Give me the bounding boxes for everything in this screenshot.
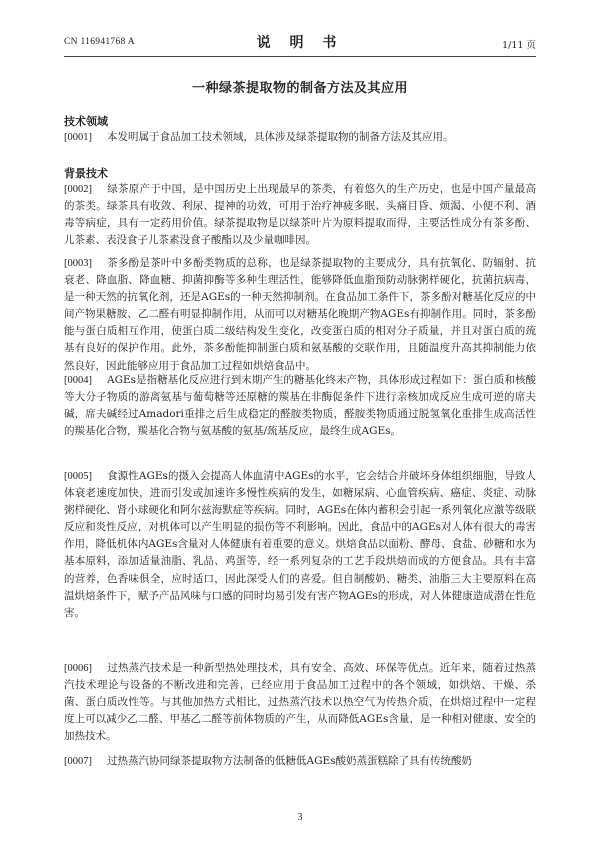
paragraph-text: 茶多酚是茶叶中多酚类物质的总称，也是绿茶提取物的主要成分，具有抗氧化、防辐射、抗衰老、降血脂、降血糖、抑菌抑酶等多种生理活性，能够降低血脂预防动脉粥样硬化，抗菌抗病毒，是一种天然的抗氧化剂，还是AGEs的一种天然抑制剂。在食品加工条件下，茶多酚对糖基化反应的中间产物果糖胺、乙二醛有明显抑制作用，从而可以对糖基化晚期产物AGEs有抑制作用。同时，茶多酚能与蛋白质相互作用，使蛋白质二级结构发生变化，改变蛋白质的相对分子质量，并且对蛋白质的巯基有良好的保护作用。此外，茶多酚能抑制蛋白质和氨基酸的交联作用，且随温度升高其抑制能力依然良好，因此能够应用于食品加工过程如烘焙食品中。 (64, 257, 536, 372)
section-heading-background: 背景技术 (64, 167, 108, 180)
paragraph-text: 过热蒸汽技术是一种新型热处理技术，具有安全、高效、环保等优点。近年来，随着过热蒸汽技术理论与设备的不断改进和完善，已经应用于食品加工过程中的各个领域，如烘焙、干燥、杀菌、蛋白质改性等。与其他加热方式相比，过热蒸汽技术以热空气为传热介质，在烘焙过程中一定程度上可以减少乙二醛、甲基乙二醛等前体物质的产生，从而降低AGEs含量，是一种相对健康、安全的加热技术。 (64, 662, 536, 743)
page-number: 3 (297, 812, 303, 823)
paragraph-text: AGEs是指糖基化反应进行到末期产生的糖基化终末产物，具体形成过程如下：蛋白质和核酸等大分子物质的游离氨基与葡萄糖等还原糖的羰基在非酶促条件下进行亲核加成反应生成可逆的席夫碱，席夫碱经过Amadori重排之后生成稳定的醛胺类物质，醛胺类物质通过脱氢氧化重排生成高活性的羰基化合物，羰基化合物与氨基酸的氨基/巯基反应，最终生成AGEs。 (64, 374, 536, 438)
paragraph-number: [0002] (64, 184, 92, 195)
paragraph-0004 (64, 372, 536, 440)
paragraph-0002 (64, 181, 536, 249)
header-divider (64, 56, 536, 57)
paragraph-0005 (64, 468, 536, 622)
page-indicator: 1/11 页 (502, 40, 536, 51)
paragraph-number: [0007] (64, 756, 92, 767)
paragraph-number: [0001] (64, 132, 92, 143)
paragraph-number: [0004] (64, 375, 92, 386)
paragraph-0001 (64, 129, 536, 146)
paragraph-number: [0003] (64, 258, 92, 269)
paragraph-text: 食源性AGEs的摄入会提高人体血清中AGEs的水平，它会结合并破坏身体组织细胞，导致人体衰老速度加快，进而引发或加速许多慢性疾病的发生，如糖尿病、心血管疾病、癌症、炎症、动脉粥样硬化、肾小球硬化和阿尔兹海默症等疾病。同时，AGEs在体内蓄积会引起一系列氧化应激等级联反应和炎性反应，对机体可以产生明显的损伤等不利影响。因此，食品中的AGEs对人体有很大的毒害作用，降低机体内AGEs含量对人体健康有着重要的意义。烘焙食品以面粉、酵母、食盐、砂糖和水为基本原料，添加适量油脂、乳品、鸡蛋等，经一系列复杂的工艺手段烘焙而成的方便食品。具有丰富的营养，色香味俱全，应时适口，因此深受人们的喜爱。但自制酸奶、糖类、油脂三大主要原料在高温烘焙条件下，赋予产品风味与口感的同时均易引发有害产物AGEs的形成，对人体健康造成潜在性危害。 (64, 470, 536, 619)
document-title: 一种绿茶提取物的制备方法及其应用 (191, 81, 408, 96)
paragraph-number: [0005] (64, 471, 92, 482)
paragraph-number: [0006] (64, 663, 92, 674)
section-heading-tech-field: 技术领域 (64, 115, 108, 128)
patent-number: CN 116941768 A (64, 37, 135, 47)
paragraph-0006 (64, 660, 536, 745)
paragraph-text: 过热蒸汽协同绿茶提取物方法制备的低糖低AGEs酸奶蒸蛋糕除了具有传统酸奶 (107, 755, 473, 767)
paragraph-text: 绿茶原产于中国，是中国历史上出现最早的茶类，有着悠久的生产历史，也是中国产量最高的茶类。绿茶具有收敛、利尿、提神的功效，可用于治疗神疲多眠、头痛目昏、烦渴、小便不利、酒毒等病症，具有一定药用价值。绿茶提取物是以绿茶叶片为原料提取而得，主要活性成分有茶多酚、儿茶素、表没食子儿茶素没食子酸酯以及少量咖啡因。 (64, 183, 536, 247)
document-type: 说 明 书 (256, 35, 344, 51)
page-header (64, 30, 536, 54)
paragraph-0007 (64, 753, 536, 770)
paragraph-0003 (64, 255, 536, 375)
paragraph-text: 本发明属于食品加工技术领域，具体涉及绿茶提取物的制备方法及其应用。 (107, 131, 454, 143)
